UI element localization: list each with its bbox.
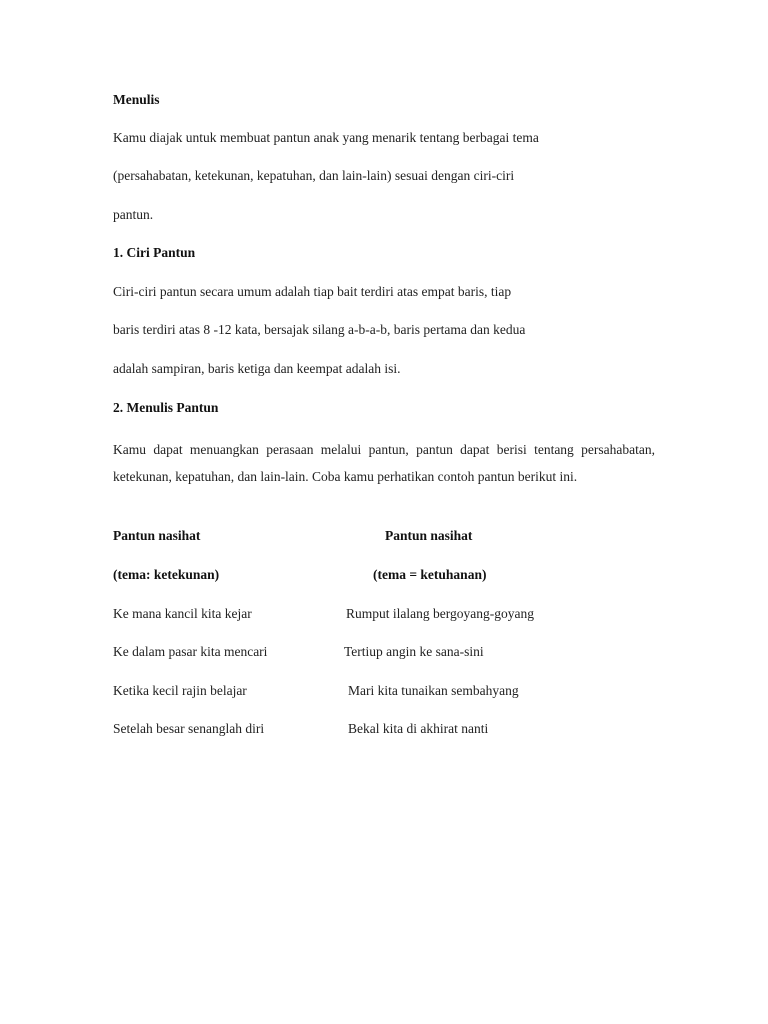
pantun-left-line: Ketika kecil rajin belajar <box>113 683 247 698</box>
pantun-right-line: Rumput ilalang bergoyang-goyang <box>346 606 534 621</box>
pantun-left-title: Pantun nasihat <box>113 528 201 543</box>
ciri-line-2: baris terdiri atas 8 -12 kata, bersajak silang a-b-a-b, baris pertama dan kedua <box>113 322 526 337</box>
pantun-left-line: Ke dalam pasar kita mencari <box>113 644 268 659</box>
pantun-right-theme: (tema = ketuhanan) <box>373 567 487 582</box>
ciri-line-1: Ciri-ciri pantun secara umum adalah tiap bait terdiri atas empat baris, tiap <box>113 284 512 299</box>
pantun-left-line: Setelah besar senanglah diri <box>113 721 265 736</box>
pantun-right-line: Mari kita tunaikan sembahyang <box>348 683 519 698</box>
ciri-pantun-heading: 1. Ciri Pantun <box>113 245 196 260</box>
menulis-pantun-paragraph: Kamu dapat menuangkan perasaan melalui pantun, pantun dapat berisi tentang persahabatan, ketekunan, kepatuhan, dan lain-lain. Coba kamu perhatikan contoh pantun berikut ini. <box>113 442 655 484</box>
menulis-pantun-heading: 2. Menulis Pantun <box>113 400 219 415</box>
intro-line-3: pantun. <box>113 207 154 222</box>
pantun-right-line: Tertiup angin ke sana-sini <box>344 644 484 659</box>
section-title: Menulis <box>113 92 160 107</box>
intro-line-2: (persahabatan, ketekunan, kepatuhan, dan lain-lain) sesuai dengan ciri-ciri <box>113 168 515 183</box>
ciri-line-3: adalah sampiran, baris ketiga dan keempat adalah isi. <box>113 361 401 376</box>
pantun-left-theme: (tema: ketekunan) <box>113 567 220 582</box>
intro-line-1: Kamu diajak untuk membuat pantun anak yang menarik tentang berbagai tema <box>113 130 539 145</box>
pantun-right-title: Pantun nasihat <box>385 528 473 543</box>
pantun-right-line: Bekal kita di akhirat nanti <box>348 721 489 736</box>
pantun-left-line: Ke mana kancil kita kejar <box>113 606 252 621</box>
